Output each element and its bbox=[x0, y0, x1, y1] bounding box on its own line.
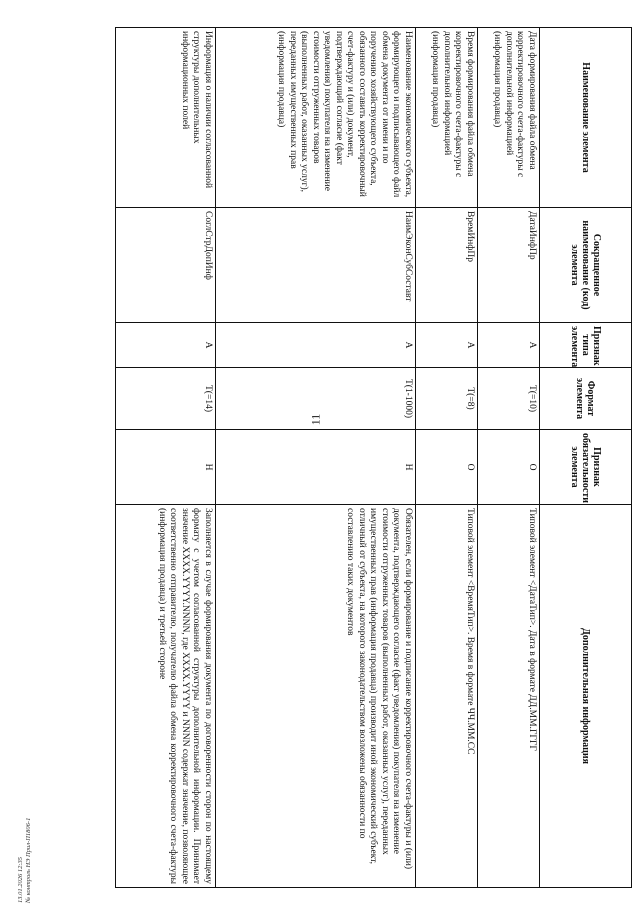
registration-stamp bbox=[17, 753, 33, 903]
header-info: Дополнительная информация bbox=[540, 505, 632, 888]
cell-name: Время формирования файла обмена корректировочного счета-фактуры с дополнительной информацией (информация продавца) bbox=[416, 28, 478, 208]
table-row bbox=[216, 28, 416, 888]
table-header-row bbox=[540, 28, 632, 888]
cell-required: О bbox=[416, 430, 478, 505]
header-code: Сокращенное наименование (код) элемента bbox=[540, 208, 632, 323]
header-type: Признак типа элемента bbox=[540, 323, 632, 368]
cell-code: ДатаИнфПр bbox=[478, 208, 540, 323]
table-row bbox=[416, 28, 478, 888]
cell-code: СоглСтрДопИнф bbox=[116, 208, 216, 323]
header-name: Наименование элемента bbox=[540, 28, 632, 208]
cell-name: Информация о наличии согласованной структуры дополнительных информационных полей bbox=[116, 28, 216, 208]
cell-info: Заполняется в случае формирования документа по договоренности сторон по настоящему формату с учетом согласованной структуры дополнительной информации. Принимает значение XXXX.YYYY.NNNN, где XXXX.YYYY и NNNN содержат значение, позволяющее соответственно отправителю, получателю файла обмена корректировочного счета-фактуры (информация продавца) и третьей стороне bbox=[116, 505, 216, 888]
table-row bbox=[478, 28, 540, 888]
cell-type: А bbox=[416, 323, 478, 368]
elements-table bbox=[115, 27, 632, 888]
cell-format: T(1-1000) bbox=[216, 368, 416, 430]
cell-type: А bbox=[116, 323, 216, 368]
cell-code: ВремИнфПр bbox=[416, 208, 478, 323]
cell-required: Н bbox=[216, 430, 416, 505]
cell-type: А bbox=[216, 323, 416, 368]
cell-info: Типовой элемент <ДатаТип>. Дата в формате ДД.ММ.ГГГГ bbox=[478, 505, 540, 888]
table-row bbox=[116, 28, 216, 888]
cell-required: О bbox=[478, 430, 540, 505]
cell-required: Н bbox=[116, 430, 216, 505]
cell-format: T(=14) bbox=[116, 368, 216, 430]
cell-format: T(=8) bbox=[416, 368, 478, 430]
header-format: Формат элемента bbox=[540, 368, 632, 430]
rotated-table-container bbox=[102, 27, 632, 887]
cell-info: Обязателен, если формирование и подписание корректировочного счета-фактуры и (или) документа, подтверждающего согласие (факт уведомления) покупателя на изменение стоимости отгруженных товаров (выполненных работ, оказанных услуг), переданных имущественных прав (информация продавца) производит иной экономический субъект, отличный от субъекта, на которого законодательством возложены обязанности по составлению таких документов bbox=[216, 505, 416, 888]
cell-info: Типовой элемент <ВремяТип>. Время в формате ЧЧ.ММ.СС bbox=[416, 505, 478, 888]
cell-name: Дата формирования файла обмена корректировочного счета-фактуры с дополнительной информацией (информация продавца) bbox=[478, 28, 540, 208]
stamp-id: № контроль НЭ Прил-П1806-1 bbox=[25, 817, 32, 903]
stamp-date: 13.01.2026 12:35 bbox=[17, 856, 24, 903]
page-number: 11 bbox=[308, 413, 323, 426]
cell-type: А bbox=[478, 323, 540, 368]
cell-name: Наименование экономического субъекта, формирующего и подписывающего файл обмена документа от имени и по поручению хозяйствующего субъекта, обязанного составить корректировочный счет-фактуру и (или) документ, подтверждающий согласие (факт уведомления) покупателя на изменение стоимости отгруженных товаров (выполненных работ, оказанных услуг), переданных имущественных прав (информация продавца) bbox=[216, 28, 416, 208]
cell-code: НаимЭконСубСоставт bbox=[216, 208, 416, 323]
header-required: Признак обязательности элемента bbox=[540, 430, 632, 505]
cell-format: T(=10) bbox=[478, 368, 540, 430]
